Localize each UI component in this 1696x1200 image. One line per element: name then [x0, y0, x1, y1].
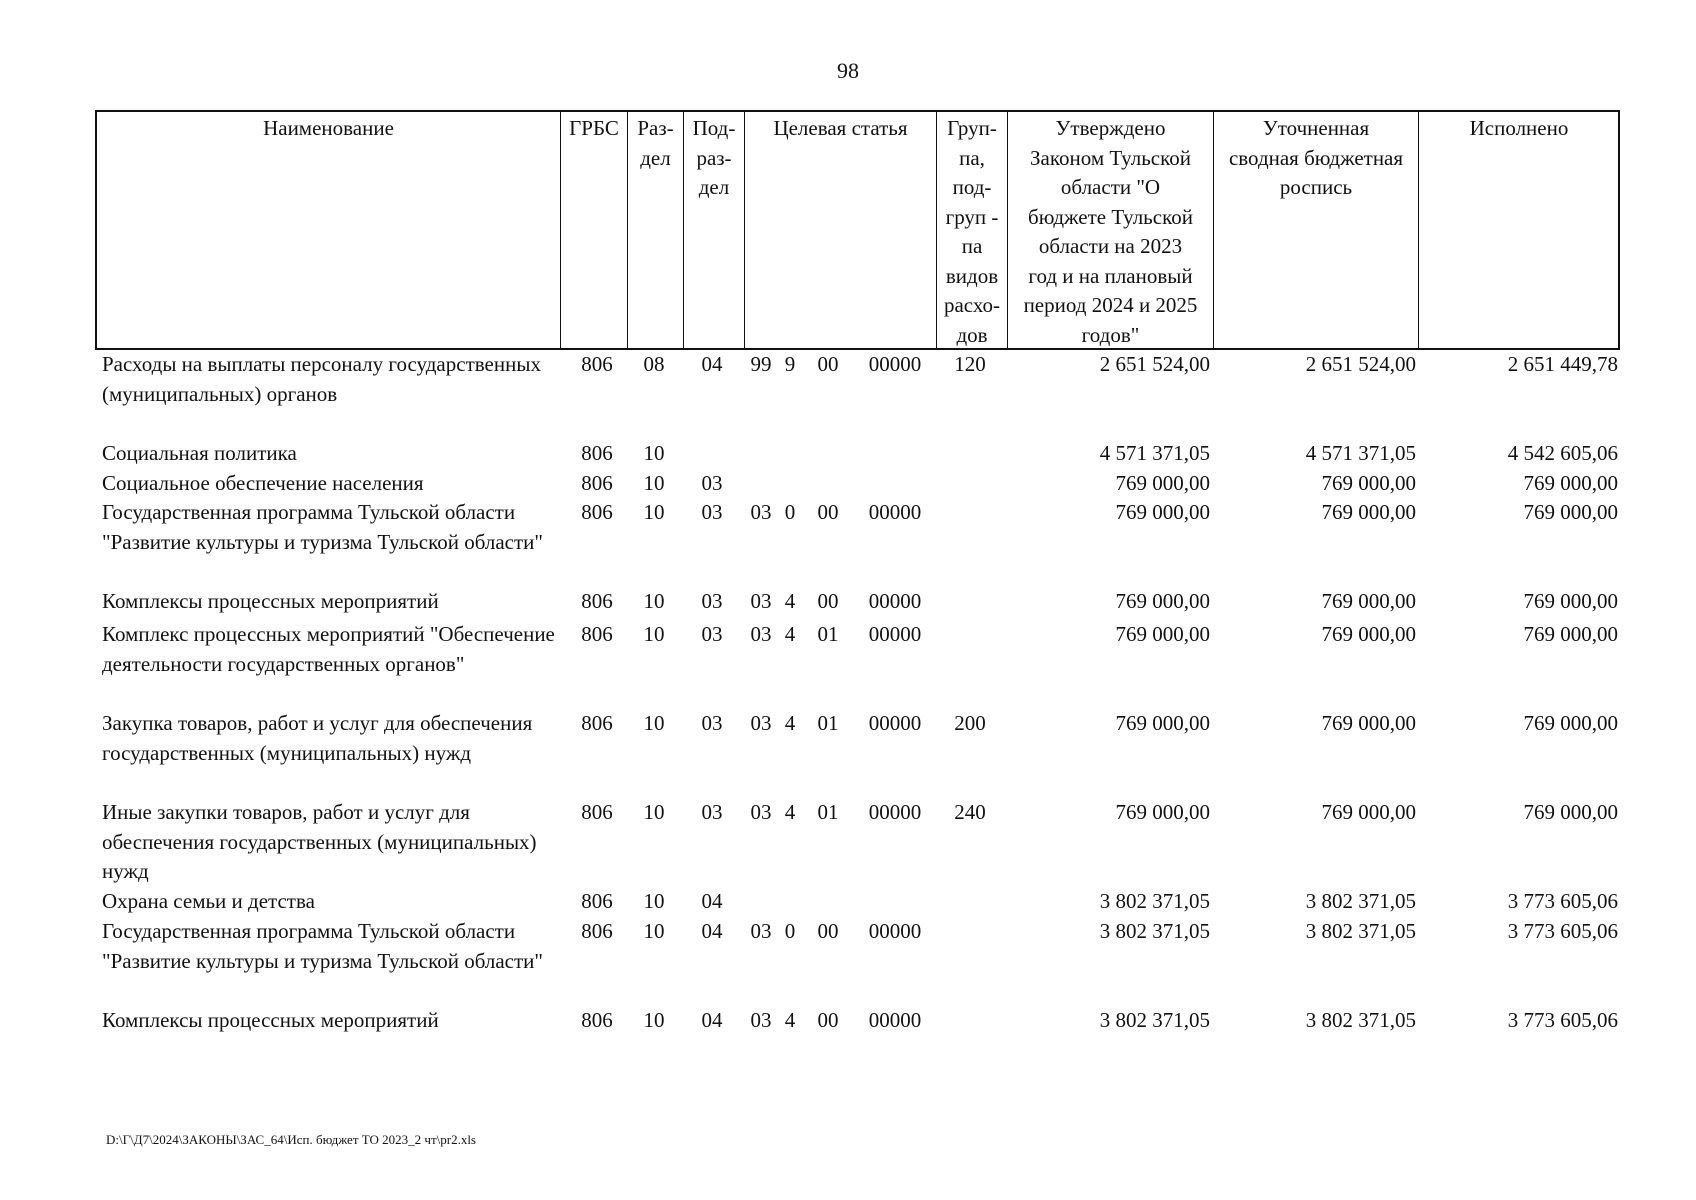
- row-grbs: 806: [581, 471, 613, 495]
- row-grbs: 806: [581, 1008, 613, 1032]
- row-executed: 3 773 605,06: [1507, 889, 1618, 913]
- header-refined: Уточненная сводная бюджетная роспись: [1228, 116, 1404, 199]
- row-approved: 3 802 371,05: [1099, 919, 1210, 943]
- row-podrazdel: 03: [701, 711, 723, 735]
- row-target-direction: 00000: [868, 352, 922, 376]
- row-target-direction: 00000: [868, 589, 922, 613]
- row-razdel: 10: [643, 919, 665, 943]
- row-name: Охрана семьи и детства: [102, 889, 315, 913]
- row-name: Социальное обеспечение населения: [102, 471, 424, 495]
- row-executed: 3 773 605,06: [1507, 919, 1618, 943]
- row-target-direction: 00000: [868, 1008, 922, 1032]
- row-grbs: 806: [581, 889, 613, 913]
- row-target-direction: 00000: [868, 919, 922, 943]
- header-divider: [560, 110, 561, 350]
- row-refined: 769 000,00: [1321, 471, 1416, 495]
- row-podrazdel: 04: [701, 1008, 723, 1032]
- row-target-program: 03: [750, 500, 772, 524]
- row-target-subprogram: 0: [784, 500, 796, 524]
- row-executed: 769 000,00: [1523, 622, 1618, 646]
- row-grbs: 806: [581, 441, 613, 465]
- row-name: Иные закупки товаров, работ и услуг для обеспечения государственных (муниципальных) нужд: [102, 800, 537, 883]
- row-podrazdel: 03: [701, 800, 723, 824]
- row-refined: 769 000,00: [1321, 589, 1416, 613]
- header-divider: [744, 110, 745, 350]
- row-name: Комплекс процессных мероприятий "Обеспечение деятельности государственных органов": [102, 622, 555, 676]
- row-name: Комплексы процессных мероприятий: [102, 1008, 439, 1032]
- row-target-event: 00: [817, 589, 839, 613]
- header-divider: [1418, 110, 1419, 350]
- page-number: 98: [837, 58, 859, 83]
- row-approved: 3 802 371,05: [1099, 1008, 1210, 1032]
- row-name: Закупка товаров, работ и услуг для обеспечения государственных (муниципальных) нужд: [102, 711, 533, 765]
- row-refined: 3 802 371,05: [1305, 919, 1416, 943]
- row-razdel: 08: [643, 352, 665, 376]
- row-razdel: 10: [643, 622, 665, 646]
- row-approved: 769 000,00: [1115, 622, 1210, 646]
- row-grbs: 806: [581, 352, 613, 376]
- row-refined: 4 571 371,05: [1305, 441, 1416, 465]
- row-target-program: 03: [750, 919, 772, 943]
- row-refined: 769 000,00: [1321, 711, 1416, 735]
- row-podrazdel: 04: [701, 889, 723, 913]
- row-executed: 3 773 605,06: [1507, 1008, 1618, 1032]
- row-grbs: 806: [581, 500, 613, 524]
- row-target-subprogram: 4: [784, 622, 796, 646]
- row-grbs: 806: [581, 589, 613, 613]
- header-grbs: ГРБС: [569, 116, 619, 140]
- row-name: Социальная политика: [102, 441, 297, 465]
- row-executed: 769 000,00: [1523, 471, 1618, 495]
- row-target-program: 99: [750, 352, 772, 376]
- row-razdel: 10: [643, 589, 665, 613]
- row-group: 120: [954, 352, 986, 376]
- row-target-event: 01: [817, 622, 839, 646]
- row-target-event: 00: [817, 1008, 839, 1032]
- row-podrazdel: 04: [701, 352, 723, 376]
- row-razdel: 10: [643, 1008, 665, 1032]
- row-target-program: 03: [750, 711, 772, 735]
- file-path-footer: D:\Г\Д7\2024\ЗАКОНЫ\ЗАС_64\Исп. бюджет ТО 2023_2 чт\pr2.xls: [106, 1132, 476, 1147]
- row-target-subprogram: 4: [784, 800, 796, 824]
- row-target-program: 03: [750, 800, 772, 824]
- row-target-event: 00: [817, 919, 839, 943]
- row-approved: 769 000,00: [1115, 500, 1210, 524]
- row-approved: 769 000,00: [1115, 589, 1210, 613]
- row-group: 240: [954, 800, 986, 824]
- row-executed: 769 000,00: [1523, 711, 1618, 735]
- header-razdel: Раз- дел: [637, 116, 674, 170]
- row-razdel: 10: [643, 889, 665, 913]
- row-razdel: 10: [643, 441, 665, 465]
- row-razdel: 10: [643, 471, 665, 495]
- row-podrazdel: 03: [701, 622, 723, 646]
- row-target-event: 01: [817, 711, 839, 735]
- row-executed: 769 000,00: [1523, 800, 1618, 824]
- row-target-event: 01: [817, 800, 839, 824]
- header-podrazdel: Под- раз- дел: [692, 116, 736, 199]
- header-group: Груп- па, под- груп - па видов расхо- дов: [943, 116, 1001, 347]
- row-target-direction: 00000: [868, 711, 922, 735]
- row-target-subprogram: 4: [784, 1008, 796, 1032]
- header-executed: Исполнено: [1469, 116, 1569, 140]
- row-approved: 3 802 371,05: [1099, 889, 1210, 913]
- row-grbs: 806: [581, 800, 613, 824]
- row-podrazdel: 03: [701, 500, 723, 524]
- row-refined: 769 000,00: [1321, 500, 1416, 524]
- row-razdel: 10: [643, 711, 665, 735]
- row-group: 200: [954, 711, 986, 735]
- row-name: Расходы на выплаты персоналу государственных (муниципальных) органов: [102, 352, 541, 406]
- row-target-event: 00: [817, 500, 839, 524]
- row-razdel: 10: [643, 500, 665, 524]
- row-executed: 2 651 449,78: [1507, 352, 1618, 376]
- row-refined: 3 802 371,05: [1305, 1008, 1416, 1032]
- row-refined: 769 000,00: [1321, 622, 1416, 646]
- row-grbs: 806: [581, 711, 613, 735]
- row-target-direction: 00000: [868, 500, 922, 524]
- row-refined: 2 651 524,00: [1305, 352, 1416, 376]
- row-approved: 769 000,00: [1115, 711, 1210, 735]
- header-target: Целевая статья: [773, 116, 908, 140]
- row-target-program: 03: [750, 1008, 772, 1032]
- row-target-subprogram: 9: [784, 352, 796, 376]
- row-target-event: 00: [817, 352, 839, 376]
- row-approved: 4 571 371,05: [1099, 441, 1210, 465]
- row-grbs: 806: [581, 622, 613, 646]
- row-target-direction: 00000: [868, 622, 922, 646]
- row-target-subprogram: 4: [784, 711, 796, 735]
- row-name: Государственная программа Тульской области "Развитие культуры и туризма Тульской области": [102, 919, 543, 973]
- row-target-program: 03: [750, 589, 772, 613]
- row-name: Государственная программа Тульской области "Развитие культуры и туризма Тульской области": [102, 500, 543, 554]
- row-target-subprogram: 4: [784, 589, 796, 613]
- row-approved: 769 000,00: [1115, 800, 1210, 824]
- row-approved: 2 651 524,00: [1099, 352, 1210, 376]
- row-target-direction: 00000: [868, 800, 922, 824]
- row-podrazdel: 04: [701, 919, 723, 943]
- row-refined: 3 802 371,05: [1305, 889, 1416, 913]
- row-podrazdel: 03: [701, 471, 723, 495]
- row-podrazdel: 03: [701, 589, 723, 613]
- row-refined: 769 000,00: [1321, 800, 1416, 824]
- row-executed: 4 542 605,06: [1507, 441, 1618, 465]
- row-grbs: 806: [581, 919, 613, 943]
- header-name: Наименование: [263, 116, 394, 140]
- row-name: Комплексы процессных мероприятий: [102, 589, 439, 613]
- row-razdel: 10: [643, 800, 665, 824]
- row-target-subprogram: 0: [784, 919, 796, 943]
- row-approved: 769 000,00: [1115, 471, 1210, 495]
- row-executed: 769 000,00: [1523, 500, 1618, 524]
- row-target-program: 03: [750, 622, 772, 646]
- row-executed: 769 000,00: [1523, 589, 1618, 613]
- header-approved: Утверждено Законом Тульской области "О бюджете Тульской области на 2023 год и на плановый период 2024 и 2025 годов": [1023, 116, 1198, 347]
